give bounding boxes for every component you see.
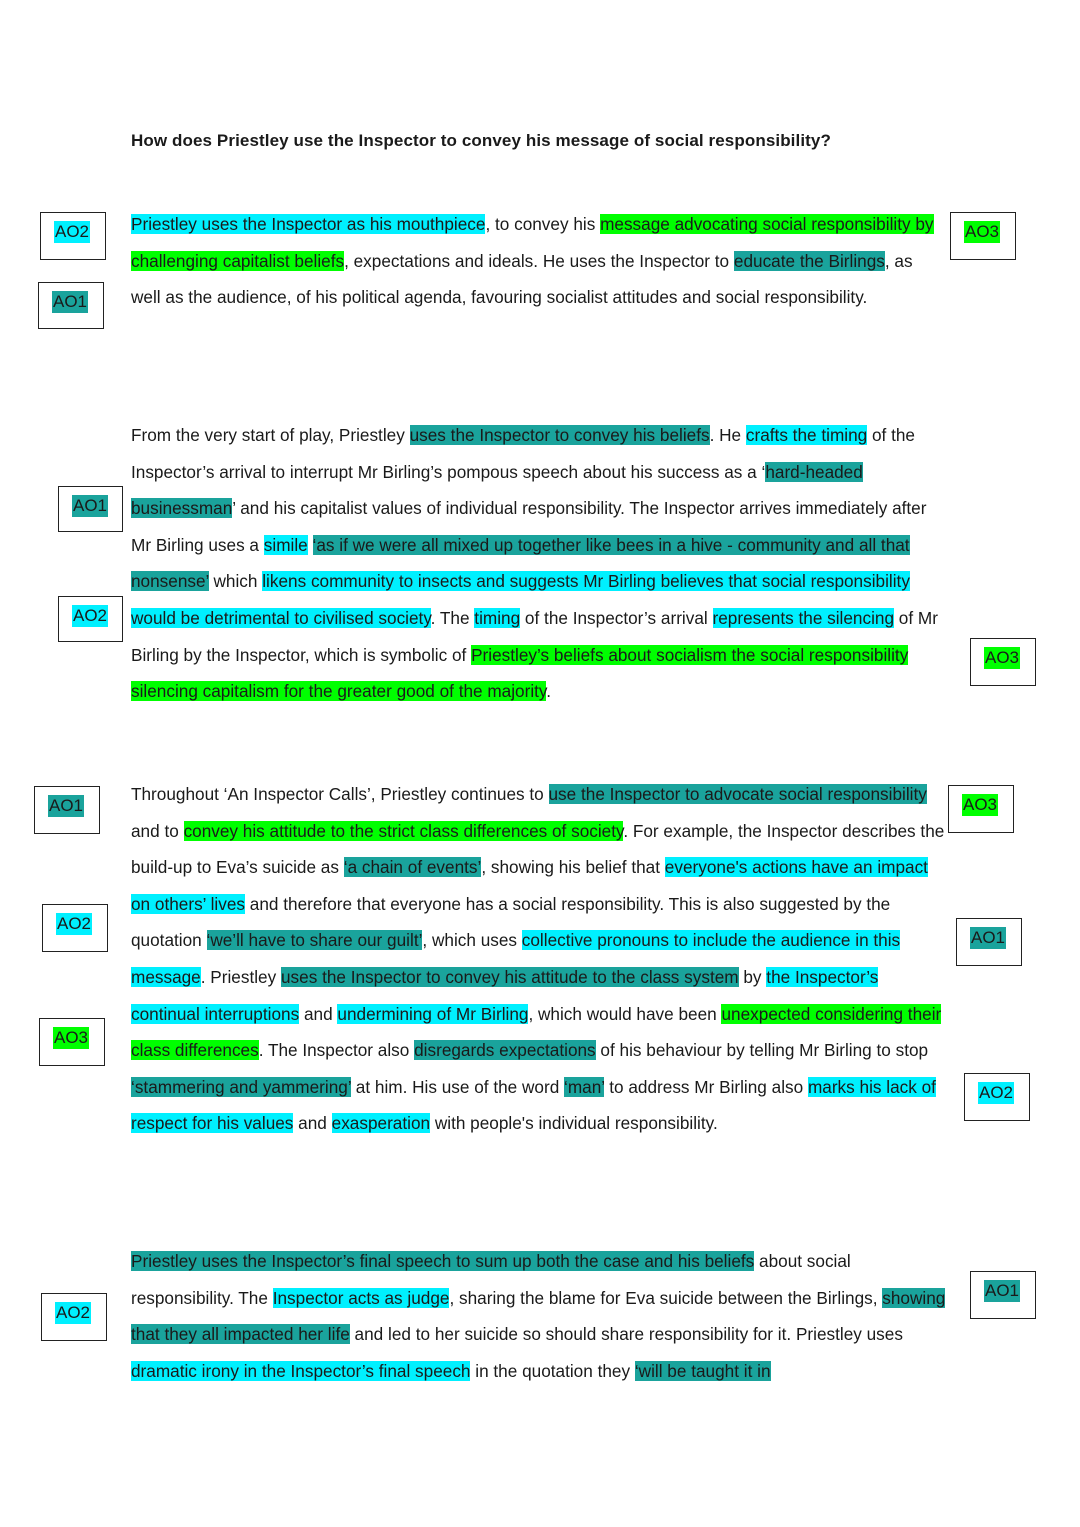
text-run: and therefore that everyone has a social responsibility. This is also suggested by the quotation: [131, 893, 891, 951]
text-run: . He: [709, 425, 746, 445]
highlight-cyan: collective pronouns to include the audience in this message: [131, 930, 901, 987]
text-run: which: [208, 571, 263, 592]
highlight-teal: uses the Inspector to convey his beliefs: [409, 425, 710, 445]
text-run: of Mr Birling by the Inspector, which is symbolic of: [131, 607, 938, 665]
text-run: From the very start of play, Priestley: [131, 425, 410, 445]
margin-tag: AO3: [948, 785, 1014, 833]
text-run: of his behaviour by telling Mr Birling to stop: [595, 1040, 929, 1061]
text-run: with people's individual responsibility.: [430, 1113, 718, 1134]
margin-tag: AO1: [34, 786, 100, 834]
highlight-teal: ‘a chain of events’: [343, 857, 482, 878]
text-run: , which would have been: [528, 1003, 722, 1024]
highlight-cyan: the Inspector’s continual interruptions: [131, 966, 879, 1024]
highlight-cyan: Priestley uses the Inspector as his mouthpiece: [131, 214, 486, 234]
highlight-teal: ‘we’ll have to share our guilt’: [206, 930, 423, 951]
highlight-teal: disregards expectations: [414, 1040, 596, 1061]
text-run: .: [546, 681, 552, 702]
text-run: and: [293, 1113, 332, 1134]
highlight-green: Priestley’s beliefs about socialism the social responsibility silencing capitalism for the greater good of the majority: [131, 644, 909, 702]
highlight-teal: uses the Inspector to convey his attitude to the class system: [280, 966, 739, 987]
highlight-cyan: likens community to insects and suggests Mr Birling believes that social responsibility would be detrimental to civilised society: [131, 571, 910, 628]
margin-tag: AO1: [970, 1271, 1036, 1319]
highlight-cyan: timing: [474, 607, 521, 628]
highlight-cyan: simile: [263, 534, 308, 555]
highlight-green: unexpected considering their class differences: [131, 1003, 942, 1061]
highlight-green: convey his attitude to the strict class differences of society: [183, 820, 624, 841]
text-run: of the Inspector’s arrival to interrupt Mr Birling’s pompous speech about his success as a ‘: [131, 425, 915, 482]
paragraph-1: [131, 206, 946, 316]
paragraph-4: [131, 1243, 946, 1389]
highlight-cyan: marks his lack of respect for his values: [131, 1076, 936, 1134]
text-run: , showing his belief that: [481, 857, 665, 878]
highlight-teal: Priestley uses the Inspector’s final speech to sum up both the case and his beliefs: [131, 1251, 755, 1271]
highlight-cyan: dramatic irony in the Inspector’s final speech: [131, 1360, 471, 1381]
highlight-cyan: represents the silencing: [712, 607, 895, 628]
text-run: , to convey his: [485, 214, 601, 234]
text-run: Throughout ‘An Inspector Calls’, Priestley continues to: [131, 784, 549, 804]
text-run: about social responsibility. The: [131, 1251, 851, 1308]
text-run: . The Inspector also: [258, 1040, 415, 1061]
margin-tag: AO3: [39, 1018, 105, 1066]
paragraph-2: [131, 417, 946, 710]
text-run: , which uses: [422, 930, 522, 951]
highlight-teal: showing that they all impacted her life: [131, 1287, 946, 1345]
highlight-cyan: everyone's actions have an impact on others’ lives: [131, 857, 928, 914]
highlight-green: message advocating social responsibility by challenging capitalist beliefs: [131, 214, 934, 271]
highlight-cyan: crafts the timing: [745, 425, 868, 445]
margin-tag: AO1: [956, 918, 1022, 966]
highlight-teal: ‘stammering and yammering’: [131, 1076, 352, 1097]
paragraph-3: [131, 776, 946, 1142]
margin-tag: AO1: [38, 282, 104, 329]
essay-question: How does Priestley use the Inspector to convey his message of social responsibility?: [131, 131, 831, 150]
text-run: . For example, the Inspector describes the build-up to Eva’s suicide as: [131, 820, 945, 878]
text-run: . Priestley: [200, 966, 281, 987]
text-run: by: [738, 966, 767, 987]
highlight-teal: ‘as if we were all mixed up together like bees in a hive - community and all that nonsense’: [131, 534, 910, 592]
margin-tag: AO2: [41, 1293, 107, 1341]
highlight-teal: ‘will be taught it in: [634, 1360, 771, 1381]
text-run: and to: [131, 820, 184, 841]
text-run: [308, 535, 313, 555]
text-run: . The: [430, 607, 475, 628]
highlight-cyan: Inspector acts as judge: [272, 1287, 450, 1308]
highlight-cyan: exasperation: [331, 1113, 431, 1134]
text-run: , as well as the audience, of his political agenda, favouring socialist attitudes and social responsibility.: [131, 250, 913, 308]
text-run: and: [299, 1003, 338, 1024]
text-run: , expectations and ideals. He uses the Inspector to: [344, 250, 734, 271]
text-run: of the Inspector’s arrival: [520, 607, 713, 628]
highlight-teal: educate the Birlings: [733, 250, 885, 271]
highlight-teal: use the Inspector to advocate social responsibility: [548, 784, 927, 804]
margin-tag: AO2: [964, 1073, 1030, 1121]
margin-tag: AO3: [950, 212, 1016, 260]
text-run: ’ and his capitalist values of individual responsibility. The Inspector arrives immediately after Mr Birling uses a: [131, 498, 927, 555]
highlight-teal: hard-headed businessman: [131, 461, 863, 519]
margin-tag: AO3: [970, 638, 1036, 686]
margin-tag: AO2: [42, 904, 108, 952]
text-run: at him. His use of the word: [351, 1076, 565, 1097]
highlight-cyan: undermining of Mr Birling: [337, 1003, 529, 1024]
highlight-teal: ‘man’: [564, 1076, 605, 1097]
text-run: to address Mr Birling also: [604, 1076, 808, 1097]
text-run: and led to her suicide so should share responsibility for it. Priestley uses: [349, 1324, 903, 1345]
margin-tag: AO1: [58, 486, 123, 532]
margin-tag: AO2: [40, 212, 106, 260]
margin-tag: AO2: [58, 596, 123, 642]
text-run: , sharing the blame for Eva suicide between the Birlings,: [449, 1287, 883, 1308]
text-run: in the quotation they: [470, 1360, 635, 1381]
